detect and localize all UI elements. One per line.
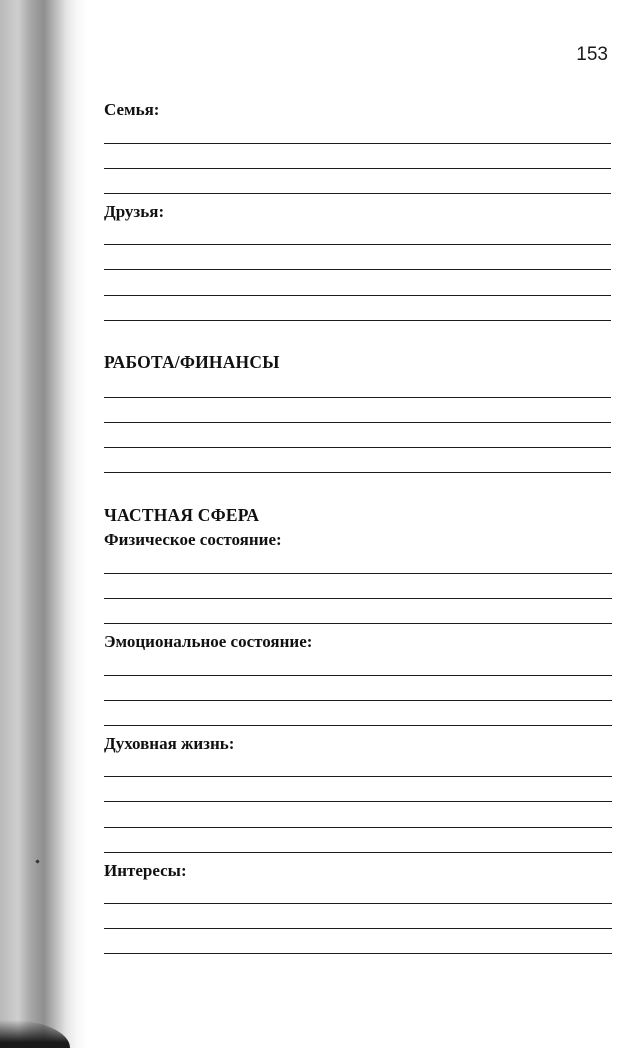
spiritual-line-2[interactable] (104, 801, 612, 802)
emotional-line-1[interactable] (104, 675, 612, 676)
friends-line-3[interactable] (104, 295, 611, 296)
physical-line-3[interactable] (104, 623, 612, 624)
family-line-2[interactable] (104, 168, 611, 169)
friends-label: Друзья: (104, 202, 165, 221)
family-label: Семья: (104, 100, 160, 119)
friends-line-2[interactable] (104, 269, 611, 270)
spiritual-line-3[interactable] (104, 827, 612, 828)
family-line-1[interactable] (104, 143, 611, 144)
interests-label: Интересы: (104, 861, 187, 880)
work-line-3[interactable] (104, 447, 611, 448)
spiritual-life-label: Духовная жизнь: (104, 734, 235, 753)
book-binding-gutter (0, 0, 90, 1048)
page-number: 153 (576, 44, 608, 65)
family-line-3[interactable] (104, 193, 611, 194)
work-line-2[interactable] (104, 422, 611, 423)
emotional-line-2[interactable] (104, 700, 612, 701)
interests-line-3[interactable] (104, 953, 612, 954)
private-sphere-heading: ЧАСТНАЯ СФЕРА (104, 505, 260, 525)
physical-line-2[interactable] (104, 598, 612, 599)
interests-line-1[interactable] (104, 903, 612, 904)
work-line-4[interactable] (104, 472, 611, 473)
work-line-1[interactable] (104, 397, 611, 398)
spiritual-line-4[interactable] (104, 852, 612, 853)
friends-line-1[interactable] (104, 244, 611, 245)
physical-state-label: Физическое состояние: (104, 530, 282, 549)
work-finance-heading: РАБОТА/ФИНАНСЫ (104, 352, 280, 372)
interests-line-2[interactable] (104, 928, 612, 929)
spiritual-line-1[interactable] (104, 776, 612, 777)
friends-line-4[interactable] (104, 320, 611, 321)
emotional-line-3[interactable] (104, 725, 612, 726)
emotional-state-label: Эмоциональное состояние: (104, 632, 313, 651)
physical-line-1[interactable] (104, 573, 612, 574)
worksheet (104, 0, 612, 1048)
